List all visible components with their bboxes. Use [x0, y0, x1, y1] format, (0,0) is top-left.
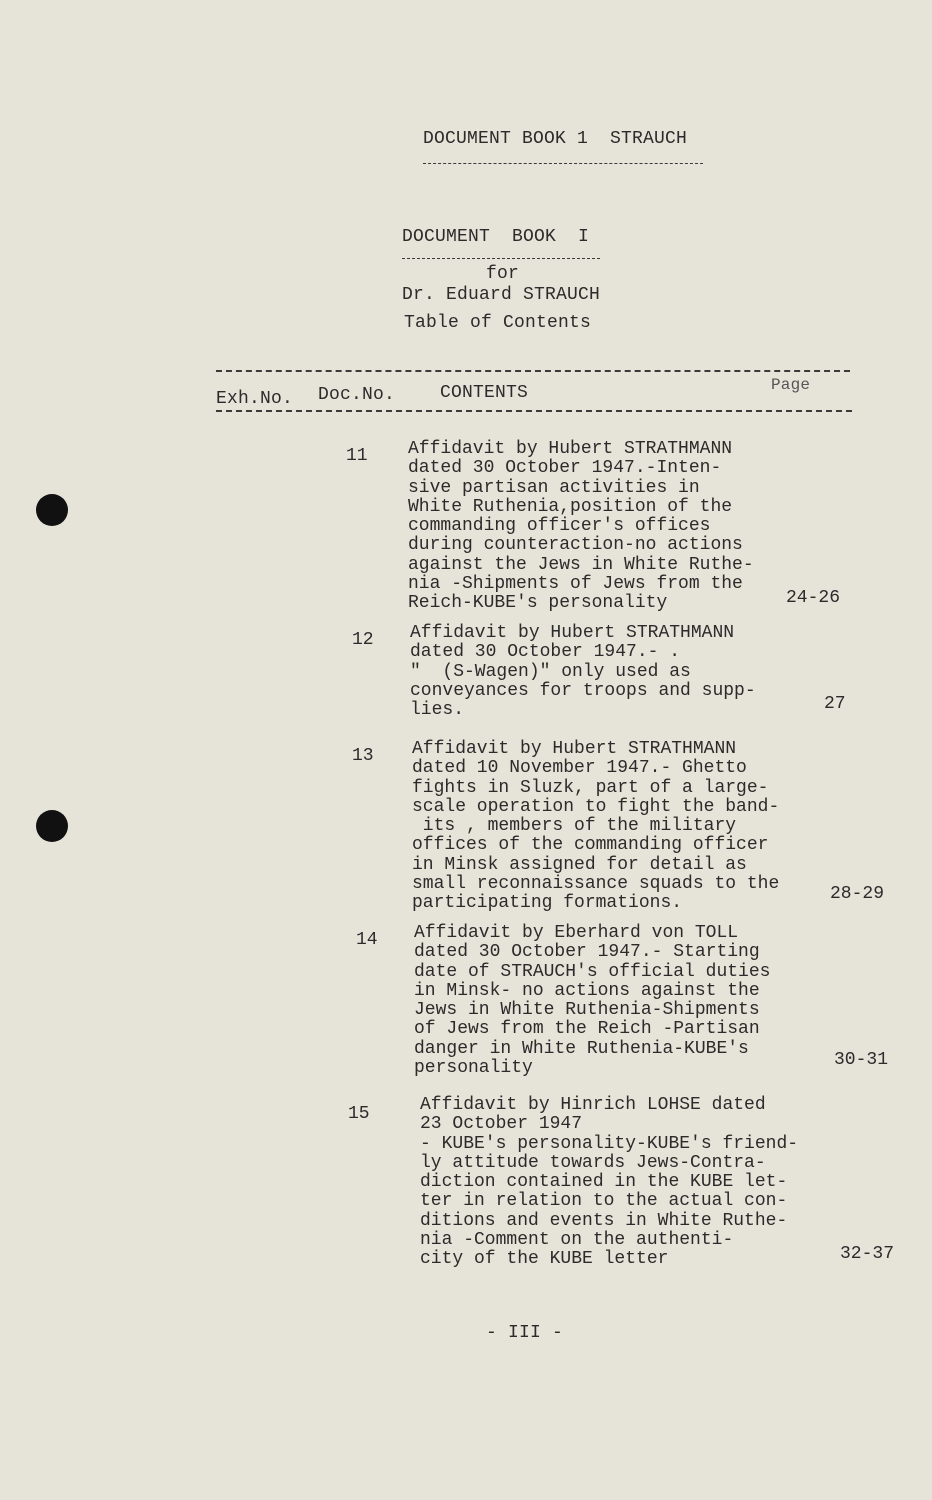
entry-page: 30-31	[834, 1050, 889, 1070]
book-title: DOCUMENT BOOK I	[402, 227, 590, 247]
entry-number: 15	[348, 1104, 370, 1124]
entry-page: 24-26	[786, 588, 841, 608]
entry-description: Affidavit by Hubert STRATHMANN dated 30 October 1947.-Inten- sive partisan activities in White Ruthenia,position of the commanding officer's offices during counteraction-no actions against the Jews in White Ruthe- nia -Shipments of Jews from the Reich-KUBE's personality	[408, 439, 754, 614]
entry-description: Affidavit by Hinrich LOHSE dated 23 October 1947 - KUBE's personality-KUBE's friend- ly attitude towards Jews-Contra- diction contained in the KUBE let- ter in relation to the actual con- ditions and events in White Ruthe- nia -Comment on the authenti- city of the KUBE letter	[420, 1095, 799, 1270]
punch-hole-bottom	[36, 810, 68, 842]
recipient-name: Dr. Eduard STRAUCH	[402, 285, 601, 305]
entry-number: 14	[356, 930, 378, 950]
col-doc-no: Doc.No.	[318, 385, 396, 405]
entry-page: 28-29	[830, 884, 885, 904]
top-title: DOCUMENT BOOK 1 STRAUCH	[423, 129, 688, 149]
entry-number: 13	[352, 746, 374, 766]
entry-number: 11	[346, 446, 368, 466]
punch-hole-top	[36, 494, 68, 526]
entry-description: Affidavit by Hubert STRATHMANN dated 10 November 1947.- Ghetto fights in Sluzk, part of a large- scale operation to fight the band- its , members of the military offices of the commanding officer in Minsk assigned for detail as small reconnaissance squads to the participating formations.	[412, 739, 780, 914]
entry-description: Affidavit by Hubert STRATHMANN dated 30 October 1947.- . " (S-Wagen)" only used as conveyances for troops and supp- lies.	[410, 623, 756, 721]
col-exh-no: Exh.No.	[216, 389, 294, 409]
col-contents: CONTENTS	[440, 383, 529, 403]
entry-number: 12	[352, 630, 374, 650]
entry-page: 27	[824, 694, 846, 714]
entry-description: Affidavit by Eberhard von TOLL dated 30 October 1947.- Starting date of STRAUCH's official duties in Minsk- no actions against the Jews in White Ruthenia-Shipments of Jews from the Reich -Partisan danger in White Ruthenia-KUBE's personality	[414, 923, 771, 1079]
book-title-underline	[402, 258, 600, 259]
header-rule-top	[216, 370, 850, 372]
col-page: Page	[771, 376, 811, 394]
top-title-underline	[423, 163, 703, 164]
table-of-contents-label: Table of Contents	[404, 313, 592, 333]
entry-page: 32-37	[840, 1244, 895, 1264]
page-marker: - III -	[486, 1323, 564, 1343]
for-label: for	[486, 264, 520, 284]
header-rule-bottom	[216, 410, 852, 412]
